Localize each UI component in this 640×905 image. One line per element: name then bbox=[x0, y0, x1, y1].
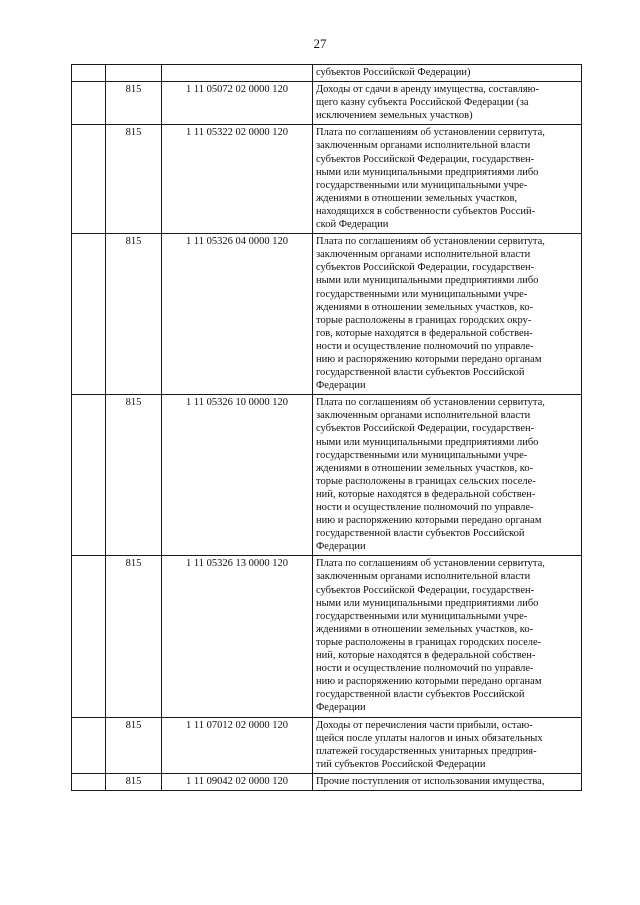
revenue-name-line: Доходы от сдачи в аренду имущества, составляю- bbox=[316, 84, 539, 96]
revenue-name-line: субъектов Российской Федерации, государствен- bbox=[316, 153, 535, 165]
revenue-name-line: нию и распоряжению которыми передано органам bbox=[316, 676, 542, 688]
revenue-name-line: субъектов Российской Федерации, государствен- bbox=[316, 584, 535, 596]
revenue-name-cell bbox=[313, 65, 582, 82]
revenue-name-line: Плата по соглашениям об установлении сервитута, bbox=[316, 236, 545, 248]
revenue-name-line: ности и осуществление полномочий по управле- bbox=[316, 340, 534, 352]
revenue-name-cell bbox=[313, 234, 582, 395]
revenue-name-line: государственными или муниципальными учре- bbox=[316, 179, 528, 191]
revenue-name-line: ными или муниципальными предприятиями либо bbox=[316, 597, 539, 609]
revenue-name-line: субъектов Российской Федерации, государствен- bbox=[316, 423, 535, 435]
revenue-name-line: субъектов Российской Федерации) bbox=[316, 67, 471, 78]
revenue-name-line: Плата по соглашениям об установлении сервитута, bbox=[316, 558, 545, 570]
revenue-name-line: тий субъектов Российской Федерации bbox=[316, 758, 486, 770]
row-blank-cell bbox=[72, 234, 106, 395]
revenue-name-line: государственной власти субъектов Российской bbox=[316, 689, 525, 701]
revenue-name-line: заключенным органами исполнительной власти bbox=[316, 249, 531, 261]
table-row bbox=[72, 234, 582, 395]
revenue-name-line: Доходы от перечисления части прибыли, остаю- bbox=[316, 719, 533, 731]
revenue-name-line: государственными или муниципальными учре- bbox=[316, 449, 528, 461]
row-blank-cell bbox=[72, 773, 106, 790]
revenue-name-line: торые расположены в границах сельских поселе- bbox=[316, 475, 536, 487]
table-row bbox=[72, 125, 582, 234]
revenue-name-line: государственной власти субъектов Российской bbox=[316, 367, 525, 379]
administrator-code-cell: 815 bbox=[106, 82, 162, 125]
revenue-name-line: исключением земельных участков) bbox=[316, 110, 473, 122]
budget-classification-code-cell: 1 11 05326 04 0000 120 bbox=[162, 234, 313, 395]
revenue-name-line: ний, которые находятся в федеральной собствен- bbox=[316, 650, 536, 662]
administrator-code-cell: 815 bbox=[106, 234, 162, 395]
budget-classification-code-cell: 1 11 07012 02 0000 120 bbox=[162, 717, 313, 773]
revenue-name-line: ждениями в отношении земельных участков, ко- bbox=[316, 301, 534, 313]
table-body bbox=[72, 65, 582, 791]
budget-classification-code-cell: 1 11 05326 10 0000 120 bbox=[162, 395, 313, 556]
revenue-name-line: заключенным органами исполнительной власти bbox=[316, 571, 531, 583]
row-blank-cell bbox=[72, 82, 106, 125]
revenue-name-line: заключенным органами исполнительной власти bbox=[316, 410, 531, 422]
revenue-name-line: торые расположены в границах городских окру- bbox=[316, 314, 532, 326]
revenue-name-line: ными или муниципальными предприятиями либо bbox=[316, 275, 539, 287]
administrator-code-cell: 815 bbox=[106, 773, 162, 790]
administrator-code-cell: 815 bbox=[106, 717, 162, 773]
table-row bbox=[72, 65, 582, 82]
budget-classification-code-cell: 1 11 05326 13 0000 120 bbox=[162, 556, 313, 717]
revenue-name-line: ждениями в отношении земельных участков, ко- bbox=[316, 623, 534, 635]
revenue-name-line: Федерации bbox=[316, 541, 366, 553]
administrator-code-cell bbox=[106, 65, 162, 82]
revenue-name-line: платежей государственных унитарных предприя- bbox=[316, 745, 537, 757]
revenue-name-line: ждениями в отношении земельных участков, bbox=[316, 192, 518, 204]
budget-classification-code-cell: 1 11 09042 02 0000 120 bbox=[162, 773, 313, 790]
revenue-name-line: Плата по соглашениям об установлении сервитута, bbox=[316, 127, 545, 139]
budget-classification-code-cell bbox=[162, 65, 313, 82]
revenue-name-line: государственными или муниципальными учре- bbox=[316, 610, 528, 622]
revenue-name-cell bbox=[313, 395, 582, 556]
budget-classification-code-cell: 1 11 05072 02 0000 120 bbox=[162, 82, 313, 125]
revenue-name-line: Федерации bbox=[316, 380, 366, 392]
revenue-codes-table bbox=[71, 64, 582, 791]
revenue-name-line: заключенным органами исполнительной власти bbox=[316, 140, 531, 152]
revenue-name-line: ний, которые находятся в федеральной собствен- bbox=[316, 488, 536, 500]
table-row bbox=[72, 556, 582, 717]
table-row bbox=[72, 717, 582, 773]
revenue-name-line: щего казну субъекта Российской Федерации (за bbox=[316, 97, 529, 109]
table-row bbox=[72, 82, 582, 125]
row-blank-cell bbox=[72, 556, 106, 717]
administrator-code-cell: 815 bbox=[106, 395, 162, 556]
revenue-name-line: субъектов Российской Федерации, государствен- bbox=[316, 262, 535, 274]
table-row bbox=[72, 395, 582, 556]
row-blank-cell bbox=[72, 717, 106, 773]
revenue-name-line: Плата по соглашениям об установлении сервитута, bbox=[316, 397, 545, 409]
revenue-name-line: государственными или муниципальными учре- bbox=[316, 288, 528, 300]
revenue-name-line: ской Федерации bbox=[316, 219, 389, 231]
revenue-name-line: ности и осуществление полномочий по управле- bbox=[316, 502, 534, 513]
revenue-name-line: гов, которые находятся в федеральной собствен- bbox=[316, 327, 533, 339]
revenue-name-cell bbox=[313, 125, 582, 234]
revenue-name-line: торые расположены в границах городских поселе- bbox=[316, 636, 542, 648]
revenue-name-line: нию и распоряжению которыми передано органам bbox=[316, 515, 542, 527]
revenue-name-line: ности и осуществление полномочий по управле- bbox=[316, 663, 534, 675]
administrator-code-cell: 815 bbox=[106, 125, 162, 234]
revenue-name-line: ждениями в отношении земельных участков, ко- bbox=[316, 462, 534, 474]
revenue-name-cell bbox=[313, 717, 582, 773]
table-row bbox=[72, 773, 582, 790]
revenue-name-line: государственной власти субъектов Российской bbox=[316, 528, 525, 540]
revenue-name-line: Прочие поступления от использования имущества, bbox=[316, 775, 545, 787]
revenue-name-cell bbox=[313, 82, 582, 125]
revenue-name-line: нию и распоряжению которыми передано органам bbox=[316, 353, 542, 365]
row-blank-cell bbox=[72, 395, 106, 556]
budget-classification-code-cell: 1 11 05322 02 0000 120 bbox=[162, 125, 313, 234]
page-number: 27 bbox=[313, 36, 327, 51]
row-blank-cell bbox=[72, 65, 106, 82]
row-blank-cell bbox=[72, 125, 106, 234]
revenue-name-line: ными или муниципальными предприятиями либо bbox=[316, 166, 539, 178]
revenue-name-cell bbox=[313, 556, 582, 717]
revenue-name-line: Федерации bbox=[316, 702, 366, 714]
administrator-code-cell: 815 bbox=[106, 556, 162, 717]
revenue-name-cell bbox=[313, 773, 582, 790]
revenue-name-line: находящихся в собственности субъектов Россий- bbox=[316, 205, 536, 217]
revenue-name-line: ными или муниципальными предприятиями либо bbox=[316, 436, 539, 448]
revenue-name-line: щейся после уплаты налогов и иных обязательных bbox=[316, 732, 543, 744]
